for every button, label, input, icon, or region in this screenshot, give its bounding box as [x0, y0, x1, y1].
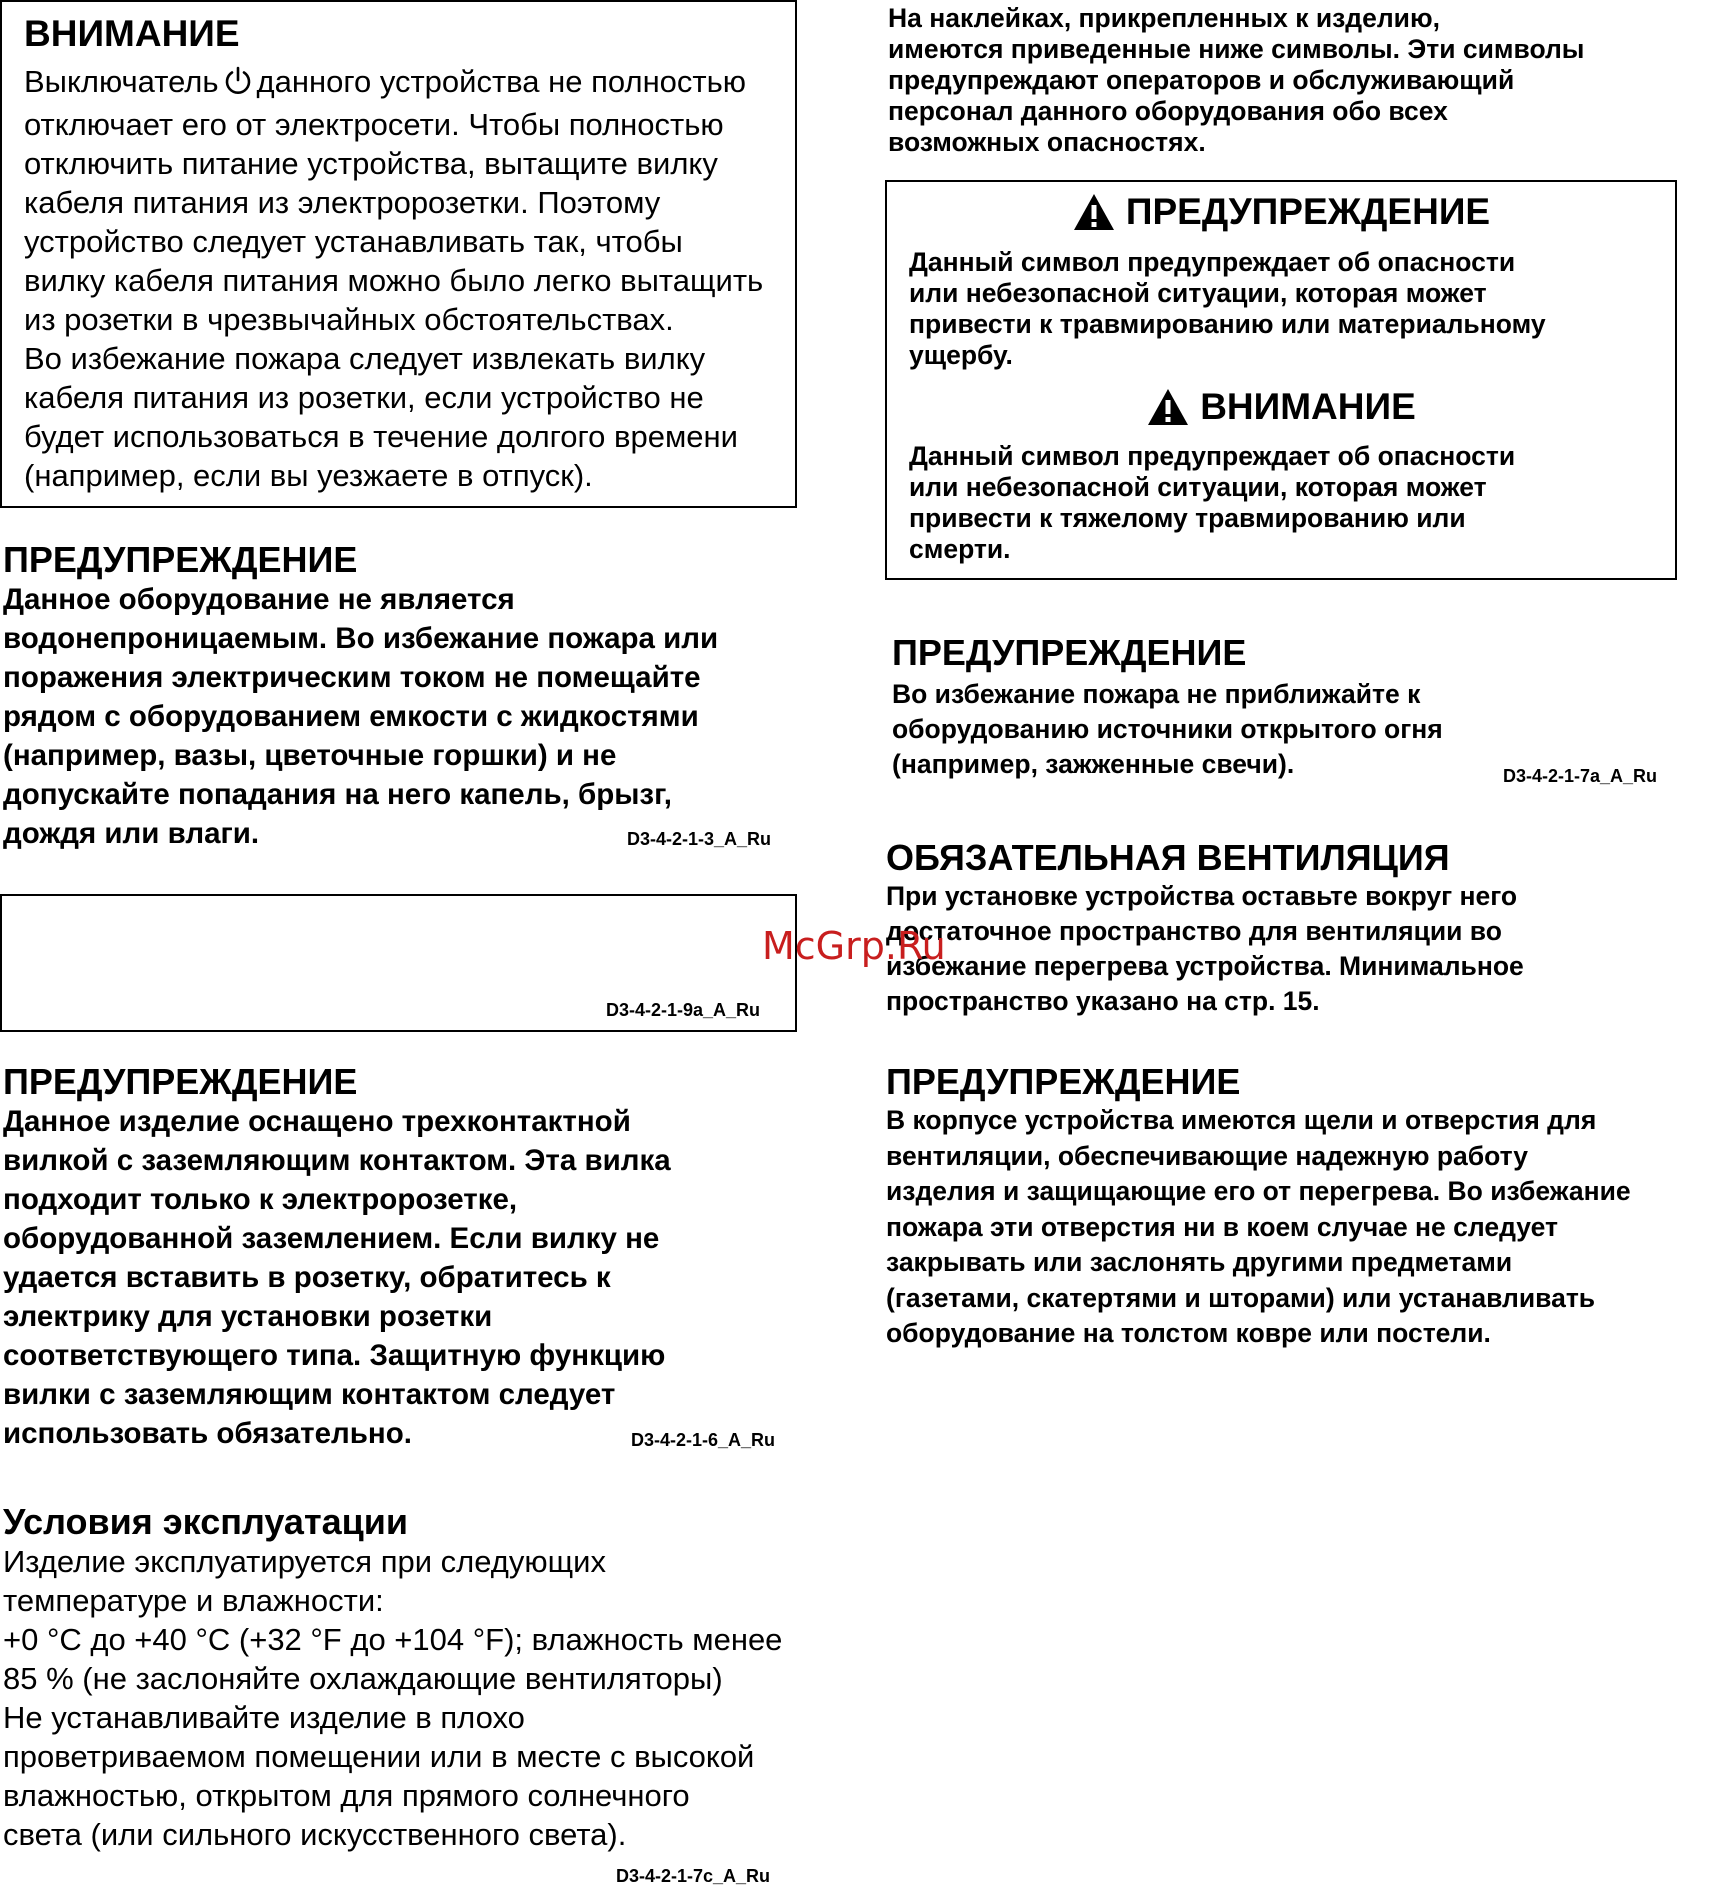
warning-triangle-icon	[1146, 387, 1190, 427]
warning-fire-text: Во избежание пожара не приближайте к оборудованию источники открытого огня (например, зажженные свечи).	[892, 679, 1443, 779]
warning-fire-section	[892, 633, 1692, 782]
power-icon	[223, 66, 253, 105]
symbol-warning-heading	[887, 192, 1675, 232]
attention-text-start: Выключатель	[24, 64, 219, 99]
intro-text: На наклейках, прикрепленных к изделию, имеются приведенные ниже символы. Эти символы предупреждают операторов и обслуживающий персонал данного оборудования обо всех возможных опасностях.	[888, 3, 1585, 157]
warning-plug-title: ПРЕДУПРЕЖДЕНИЕ	[3, 1061, 358, 1102]
warning-water-section	[3, 540, 798, 853]
watermark: McGrp.Ru	[762, 924, 946, 968]
warning-slots-title: ПРЕДУПРЕЖДЕНИЕ	[886, 1061, 1241, 1102]
attention-text	[24, 62, 794, 495]
symbols-box	[885, 180, 1677, 580]
warning-triangle-icon	[1072, 192, 1116, 232]
ventilation-section	[886, 838, 1696, 1019]
conditions-text: Изделие эксплуатируется при следующих температуре и влажности: +0 °C до +40 °C (+32 °F до +104 °F); влажность менее 85 % (не заслоняйте охлаждающие вентиляторы) Не устанавливайте изделие в плохо проветриваемом помещении или в месте с высокой влажностью, открытом для прямого солнечного света (или сильного искусственного света).	[3, 1544, 783, 1852]
attention-title: ВНИМАНИЕ	[24, 13, 240, 54]
doc-code: D3-4-2-1-6_A_Ru	[631, 1430, 776, 1450]
symbol-caution-title: ВНИМАНИЕ	[1200, 386, 1416, 427]
warning-water-title: ПРЕДУПРЕЖДЕНИЕ	[3, 539, 358, 580]
symbol-warning-title: ПРЕДУПРЕЖДЕНИЕ	[1125, 191, 1491, 232]
empty-box	[0, 894, 797, 1032]
warning-plug-text: Данное изделие оснащено трехконтактной вилкой с заземляющим контактом. Эта вилка подходит только к электророзетке, оборудованной заземлением. Если вилку не удается вставить в розетку, обратитесь к электрику для установки розетки соответствующего типа. Защитную функцию вилки с заземляющим контактом следует использовать обязательно.	[3, 1105, 671, 1450]
warning-plug-section	[3, 1062, 798, 1453]
warning-slots-section	[886, 1062, 1711, 1352]
doc-code: D3-4-2-1-7a_A_Ru	[1503, 766, 1658, 786]
conditions-title: Условия эксплуатации	[3, 1501, 408, 1542]
doc-code: D3-4-2-1-3_A_Ru	[627, 829, 772, 849]
attention-text-rest: данного устройства не полностью отключает его от электросети. Чтобы полностью отключить питание устройства, вытащите вилку кабеля питания из электророзетки. Поэтому устройство следует устанавливать так, чтобы вилку кабеля питания можно было легко вытащить из розетки в чрезвычайных обстоятельствах. Во избежание пожара следует извлекать вилку кабеля питания из розетки, если устройство не будет использоваться в течение долгого времени (например, если вы уезжаете в отпуск).	[24, 64, 764, 493]
doc-code: D3-4-2-1-9a_A_Ru	[606, 1000, 761, 1020]
symbol-caution-text: Данный символ предупреждает об опасности или небезопасной ситуации, которая может привести к тяжелому травмированию или смерти.	[909, 441, 1516, 564]
symbol-caution-heading	[887, 387, 1675, 427]
warning-water-text: Данное оборудование не является водонепроницаемым. Во избежание пожара или поражения электрическим током не помещайте рядом с оборудованием емкости с жидкостями (например, вазы, цветочные горшки) и не допускайте попадания на него капель, брызг, дождя или влаги.	[3, 583, 719, 850]
warning-fire-title: ПРЕДУПРЕЖДЕНИЕ	[892, 632, 1247, 673]
attention-box	[0, 0, 797, 508]
intro-section	[888, 3, 1708, 158]
doc-code: D3-4-2-1-7c_A_Ru	[616, 1866, 771, 1886]
ventilation-text: При установке устройства оставьте вокруг него достаточное пространство для вентиляции во избежание перегрева устройства. Минимальное пространство указано на стр. 15.	[886, 881, 1524, 1016]
warning-slots-text: В корпусе устройства имеются щели и отверстия для вентиляции, обеспечивающие надежную работу изделия и защищающие его от перегрева. Во избежание пожара эти отверстия ни в коем случае не следует закрывать или заслонять другими предметами (газетами, скатертями и шторами) или устанавливать оборудование на толстом ковре или постели.	[886, 1105, 1631, 1348]
ventilation-title: ОБЯЗАТЕЛЬНАЯ ВЕНТИЛЯЦИЯ	[886, 837, 1450, 878]
symbol-warning-text: Данный символ предупреждает об опасности или небезопасной ситуации, которая может привести к травмированию или материальному ущербу.	[909, 247, 1546, 370]
conditions-section	[3, 1502, 843, 1854]
